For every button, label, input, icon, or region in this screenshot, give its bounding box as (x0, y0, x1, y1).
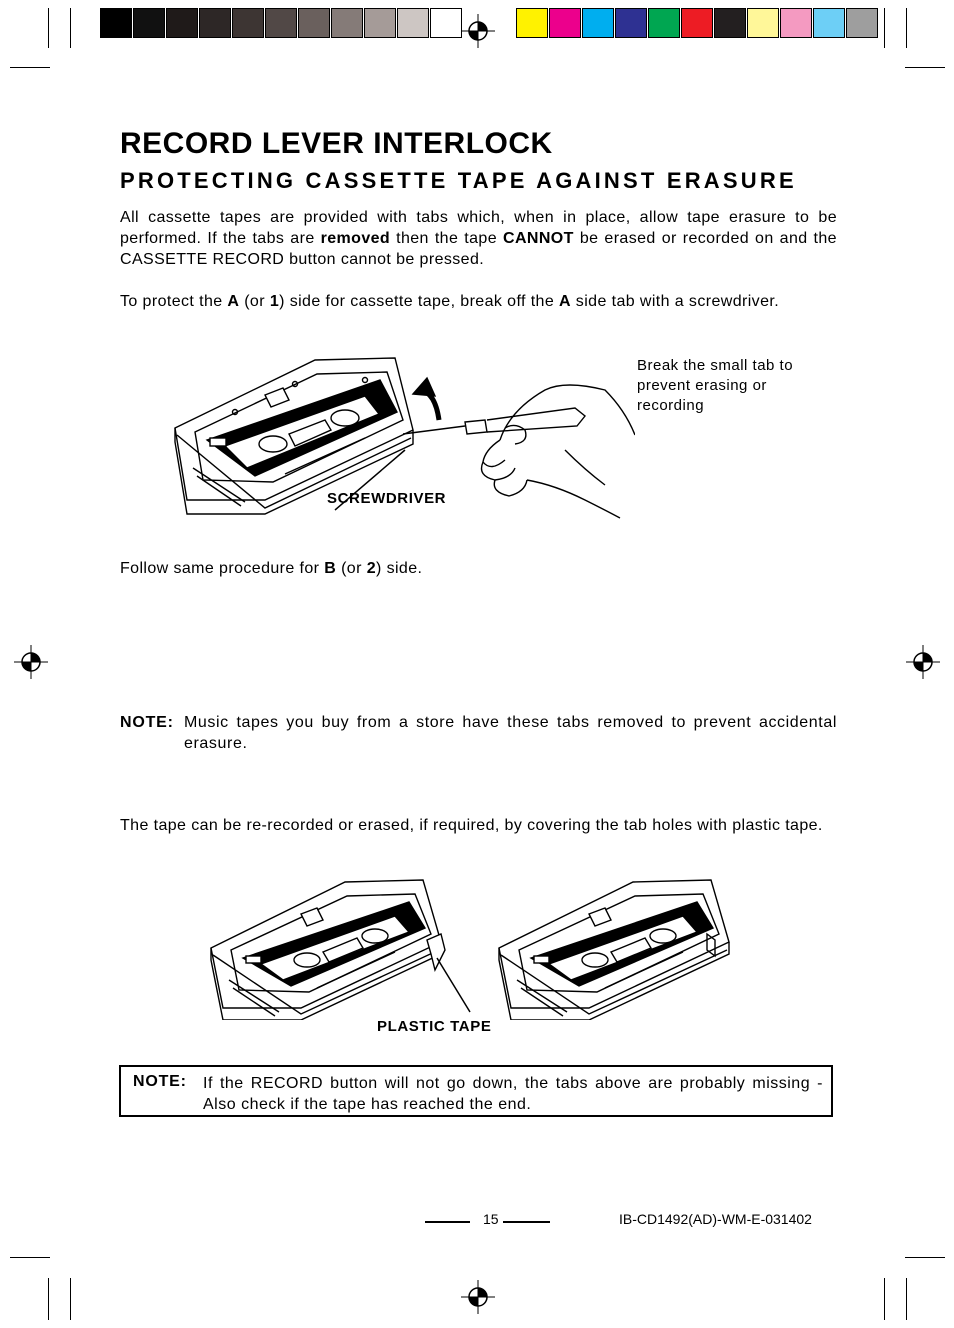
color-swatch (364, 8, 396, 38)
registration-mark-icon (14, 645, 48, 679)
color-swatch (133, 8, 165, 38)
color-swatch (516, 8, 548, 38)
color-swatch (265, 8, 297, 38)
screwdriver-label: SCREWDRIVER (327, 490, 447, 507)
side-b-paragraph: Follow same procedure for B (or 2) side. (120, 560, 423, 577)
cassette-icon (499, 880, 729, 1020)
color-swatch (648, 8, 680, 38)
color-swatch (397, 8, 429, 38)
page-title: RECORD LEVER INTERLOCK (120, 127, 553, 160)
color-swatch (846, 8, 878, 38)
footer-rule-left (425, 1221, 470, 1223)
color-swatch (582, 8, 614, 38)
note-label: NOTE: (120, 714, 174, 731)
plastic-tape-label: PLASTIC TAPE (377, 1018, 492, 1035)
color-swatch (681, 8, 713, 38)
color-swatch (232, 8, 264, 38)
color-swatch (780, 8, 812, 38)
document-code: IB-CD1492(AD)-WM-E-031402 (619, 1211, 812, 1227)
note-text: Music tapes you buy from a store have these tabs removed to prevent accidental erasure. (184, 714, 837, 752)
registration-mark-icon (461, 14, 495, 48)
color-swatch (100, 8, 132, 38)
color-bar (516, 8, 879, 38)
color-swatch (813, 8, 845, 38)
grayscale-bar (100, 8, 463, 38)
protect-side-a-paragraph: To protect the A (or 1) side for cassette tape, break off the A side tab with a screwdriver. (120, 293, 780, 310)
color-swatch (199, 8, 231, 38)
record-button-note-box (119, 1065, 833, 1117)
color-swatch (166, 8, 198, 38)
plastic-tape-illustration (205, 870, 740, 1020)
plastic-tape-pointer (437, 958, 470, 1012)
cassette-icon (211, 880, 445, 1020)
footer-rule-right (503, 1221, 550, 1223)
color-swatch (747, 8, 779, 38)
registration-mark-icon (906, 645, 940, 679)
color-swatch (615, 8, 647, 38)
break-tab-callout: Break the small tab to prevent erasing or recording (637, 357, 794, 414)
registration-mark-icon (461, 1280, 495, 1314)
color-swatch (714, 8, 746, 38)
intro-paragraph: All cassette tapes are provided with tabs which, when in place, allow tape erasure to be performed. If the tabs are removed then the tape CANNOT be erased or recorded on and the CASSETTE RECORD button cannot be pressed. (120, 209, 837, 268)
page-number: 15 (483, 1211, 499, 1227)
note-text: If the RECORD button will not go down, the tabs above are probably missing - Also check if the tape has reached the end. (203, 1075, 823, 1113)
note-label: NOTE: (133, 1073, 187, 1090)
re-record-paragraph: The tape can be re-recorded or erased, if required, by covering the tab holes with plastic tape. (120, 817, 823, 834)
hand-icon (482, 385, 636, 518)
section-subtitle: PROTECTING CASSETTE TAPE AGAINST ERASURE (120, 168, 797, 193)
color-swatch (430, 8, 462, 38)
color-swatch (298, 8, 330, 38)
color-swatch (549, 8, 581, 38)
color-swatch (331, 8, 363, 38)
